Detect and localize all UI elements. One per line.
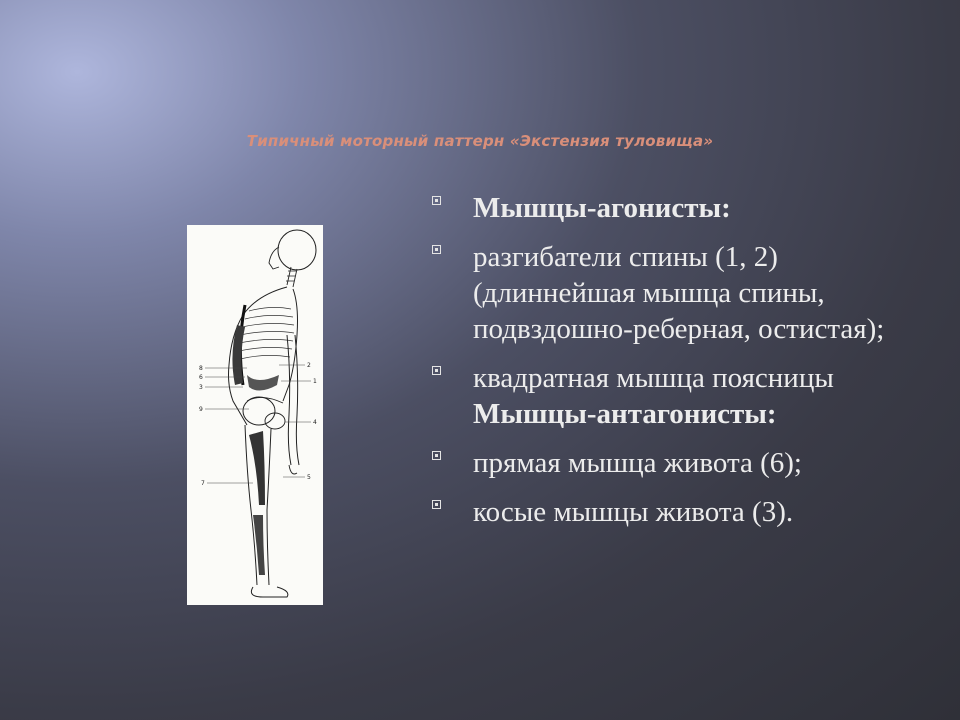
list-item-text: косые мышцы живота (3). xyxy=(473,496,794,528)
square-bullet-icon xyxy=(432,451,441,460)
skeleton-muscle-figure-icon xyxy=(187,225,323,605)
figure-label: 9 xyxy=(199,406,203,413)
list-item xyxy=(430,190,930,226)
list-item-text: разгибатели спины (1, 2) (длиннейшая мышца спины, подвздошно-реберная, остистая); xyxy=(473,241,885,345)
agonists-heading: Мышцы-агонисты: xyxy=(473,192,731,224)
bullet-list xyxy=(430,190,930,543)
square-bullet-icon xyxy=(432,245,441,254)
list-item xyxy=(430,445,930,481)
square-bullet-icon xyxy=(432,366,441,375)
square-bullet-icon xyxy=(432,196,441,205)
figure-label: 6 xyxy=(199,374,203,381)
figure-label: 1 xyxy=(313,378,317,385)
list-item xyxy=(430,239,930,347)
list-item xyxy=(430,494,930,530)
figure-label: 2 xyxy=(307,362,311,369)
list-item-text: квадратная мышца поясницы xyxy=(473,362,834,394)
anatomy-figure xyxy=(187,225,323,605)
square-bullet-icon xyxy=(432,500,441,509)
figure-label: 7 xyxy=(201,480,205,487)
antagonists-heading: Мышцы-антагонисты: xyxy=(473,398,777,430)
figure-label: 8 xyxy=(199,365,203,372)
figure-label: 3 xyxy=(199,384,203,391)
figure-label: 4 xyxy=(313,419,317,426)
slide-title: Типичный моторный паттерн «Экстензия туловища» xyxy=(246,132,714,150)
list-item-text: прямая мышца живота (6); xyxy=(473,447,802,479)
figure-label: 5 xyxy=(307,474,311,481)
list-item xyxy=(430,360,930,432)
